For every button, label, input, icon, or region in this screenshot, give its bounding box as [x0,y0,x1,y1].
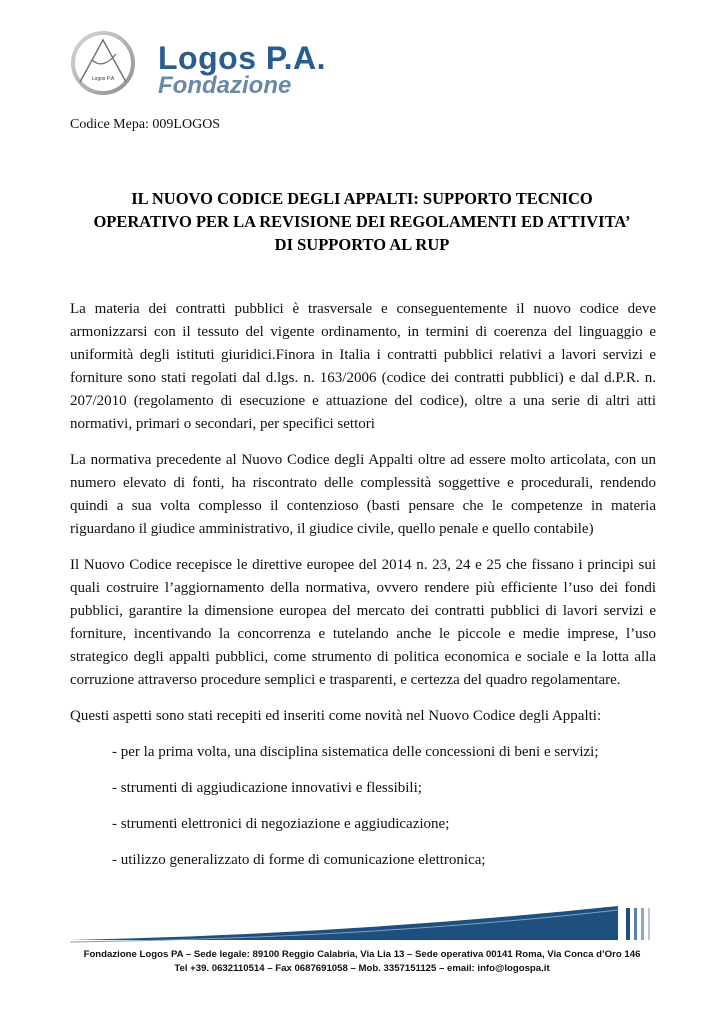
footer-address: Fondazione Logos PA – Sede legale: 89100 Reggio Calabria, Via Lia 13 – Sede operativa 00141 Roma, Via Conca d’Oro 146 [83,949,641,960]
list-item: - strumenti di aggiudicazione innovativi e flessibili; [112,780,422,796]
logo-title: Logos P.A. [158,40,326,76]
logo [70,28,330,100]
footer-band [70,898,656,946]
list-item: - per la prima volta, una disciplina sistematica delle concessioni di beni e servizi; [112,744,599,760]
title-line: IL NUOVO CODICE DEGLI APPALTI: SUPPORTO TECNICO [131,189,593,208]
paragraph: Il Nuovo Codice recepisce le direttive europee del 2014 n. 23, 24 e 25 che fissano i principi sui quali costruire l’aggiornamento della normativa, ovvero rendere più efficiente l’uso dei fondi pubblici, garantire la dimensione europea del mercato dei contratti pubblici di lavori servizi e forniture, incentivando la concorrenza e tutelando anche le piccole e medie imprese, l’uso strategico degli appalti pubblici, come strumento di politica economica e sociale e la lotta alla corruzione attraverso procedure semplici e trasparenti, e certezza del quadro regolamentare. [70,557,656,688]
logo-subtitle: Fondazione [158,72,292,99]
title-line: OPERATIVO PER LA REVISIONE DEI REGOLAMENTI ED ATTIVITA’ [93,212,631,231]
document-body [70,298,656,885]
paragraph: La materia dei contratti pubblici è trasversale e conseguentemente il nuovo codice deve armonizzarsi con il tessuto del vigente ordinamento, in termini di coerenza del linguaggio e uniformità degli istituti giuridici.Finora in Italia i contratti pubblici relativi a lavori servizi e forniture sono stati regolati dal d.lgs. n. 163/2006 (codice dei contratti pubblici) e dal d.P.R. n. 207/2010 (regolamento di esecuzione e attuazione del codice), oltre a una serie di altri atti normativi, primari o secondari, per specifici settori [70,301,656,432]
logo-mark-text: Logos P.A [91,76,115,82]
paragraph: La normativa precedente al Nuovo Codice degli Appalti oltre ad essere molto articolata, con un numero elevato di fonti, ha riscontrato delle complessità soggettive e procedurali, rendendo quindi a sua volta complesso il contenzioso (basti pensare che le competenze in materia riguardano il giudice amministrativo, il giudice civile, quello penale e quello contabile) [70,452,656,537]
document-title [60,187,664,256]
logo-emblem-icon [70,30,136,96]
footer-contacts: Tel +39. 0632110514 – Fax 0687691058 – Mob. 3357151125 – email: info@logospa.it [174,963,550,974]
list-item: - strumenti elettronici di negoziazione e aggiudicazione; [112,816,450,832]
novelty-list [70,741,656,872]
footer [40,948,684,976]
codice-mepa: Codice Mepa: 009LOGOS [70,117,221,132]
title-line: DI SUPPORTO AL RUP [274,235,450,254]
paragraph: Questi aspetti sono stati recepiti ed inseriti come novità nel Nuovo Codice degli Appalti: [70,708,602,724]
list-item: - utilizzo generalizzato di forme di comunicazione elettronica; [112,852,486,868]
